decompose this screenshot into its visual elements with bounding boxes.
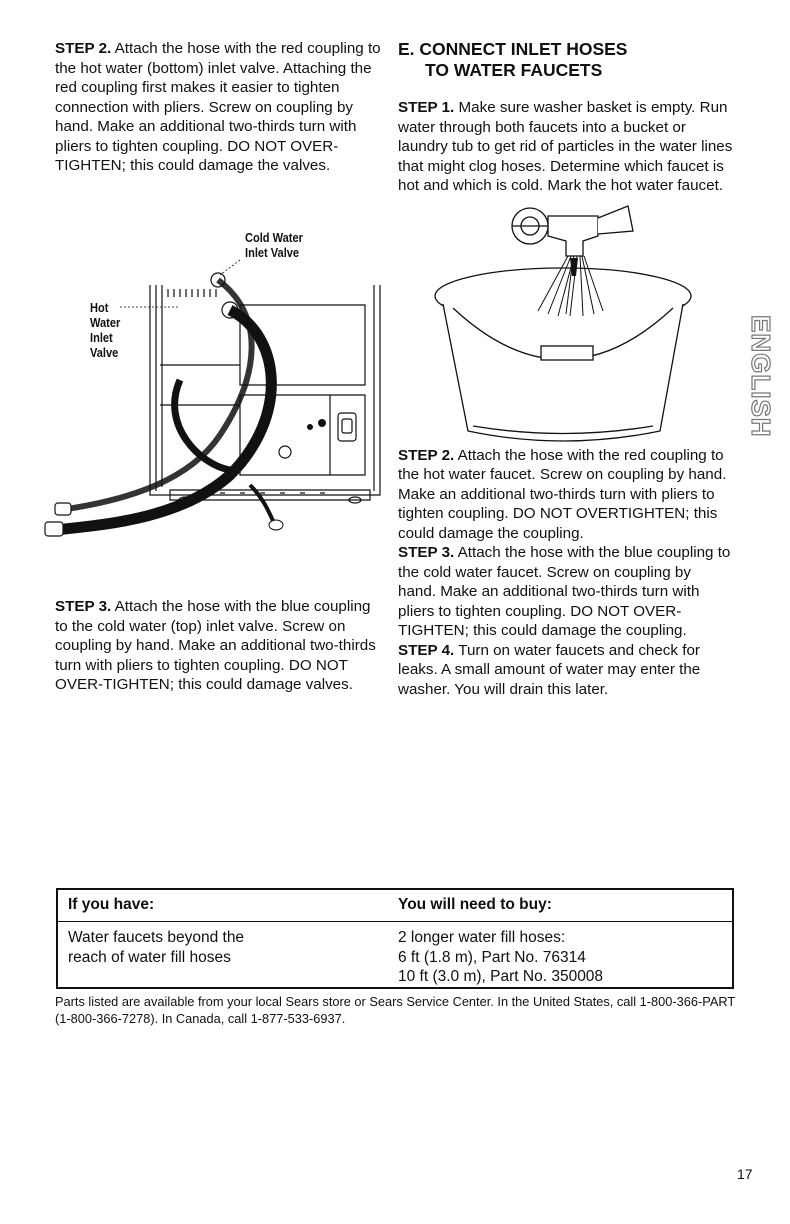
hot-water-label: [90, 300, 120, 360]
right-step-1: [398, 98, 733, 196]
cell-line: reach of water fill hoses: [68, 948, 231, 966]
washer-inlet-figure: [40, 225, 390, 585]
cell-line: 6 ft (1.8 m), Part No. 76314: [398, 948, 586, 966]
washer-hoses-illustration: [40, 225, 390, 585]
table-cell-left: [68, 928, 244, 967]
table-header-right: You will need to buy:: [398, 896, 552, 913]
label-line: Water: [90, 315, 121, 330]
side-tab-text: ENGLISH: [746, 315, 776, 438]
right-step-4: [398, 641, 733, 700]
label-line: Inlet: [90, 330, 113, 345]
page-number: 17: [737, 1166, 753, 1182]
cold-water-label: [245, 230, 303, 260]
step-text: Turn on water faucets and check for leaks. A small amount of water may enter the washer. You will drain this later.: [398, 641, 701, 698]
step-label: STEP 2.: [398, 446, 455, 464]
cell-line: 2 longer water fill hoses:: [398, 929, 566, 946]
step-text: Attach the hose with the red coupling to the hot water (bottom) inlet valve. Attaching the red coupling first makes it easier to tighten connection with pliers. Screw on coupling by hand. Make an additional two-thirds turn with pliers to tighten coupling. DO NOT OVER-TIGHTEN; this could damage the valves.: [55, 40, 381, 174]
section-heading: [398, 39, 733, 81]
table-header-left: If you have:: [68, 896, 155, 913]
label-line: Valve: [90, 345, 119, 360]
step-text: Attach the hose with the red coupling to the hot water faucet. Screw on coupling by hand. Make an additional two-thirds turn with pliers to tighten coupling. DO NOT OVERTIGHTEN; this could damage the coupling.: [398, 446, 727, 542]
right-step-3: [398, 543, 733, 641]
parts-table: [56, 888, 734, 989]
label-line: Cold Water: [245, 230, 303, 245]
heading-line: TO WATER FAUCETS: [425, 60, 603, 80]
step-text: Attach the hose with the blue coupling to the cold water (top) inlet valve. Screw on coupling by hand. Make an additional two-thirds turn with pliers to tighten coupling. DO NOT OVER-TIGHTEN; this could damage valves.: [55, 598, 376, 693]
step-label: STEP 3.: [398, 544, 455, 561]
cell-line: Water faucets beyond the: [68, 929, 245, 946]
step-label: STEP 3.: [55, 598, 112, 615]
heading-line: E. CONNECT INLET HOSES: [398, 39, 628, 59]
label-line: Inlet Valve: [245, 245, 300, 260]
cell-line: 10 ft (3.0 m), Part No. 350008: [398, 968, 604, 985]
left-step-3: [55, 597, 385, 695]
step-text: Make sure washer basket is empty. Run water through both faucets into a bucket or laundry tub to get rid of particles in the water lines that might clog hoses. Determine which faucet is hot and which is cold. Mark the hot water faucet.: [398, 99, 733, 194]
step-text: Attach the hose with the blue coupling to the cold water faucet. Screw on coupling by hand. Make an additional two-thirds turn with pliers to tighten coupling. DO NOT OVER-TIGHTEN; this could damage the coupling.: [398, 544, 731, 639]
side-language-tab: [730, 315, 776, 495]
step-label: STEP 4.: [398, 641, 455, 659]
left-step-2: [55, 39, 385, 176]
table-cell-right: [398, 928, 603, 987]
step-label: STEP 2.: [55, 40, 112, 57]
label-line: Hot: [90, 300, 109, 315]
right-step-2: [398, 446, 733, 544]
right-column: [398, 39, 733, 699]
step-label: STEP 1.: [398, 99, 455, 116]
table-header-row: [58, 890, 732, 922]
faucet-bucket-illustration: [398, 196, 733, 458]
bucket-figure: [398, 196, 733, 458]
footnote: Parts listed are available from your local Sears store or Sears Service Center. In the United States, call 1-800-366-PART (1-800-366-7278). In Canada, call 1-877-533-6937.: [55, 994, 735, 1026]
